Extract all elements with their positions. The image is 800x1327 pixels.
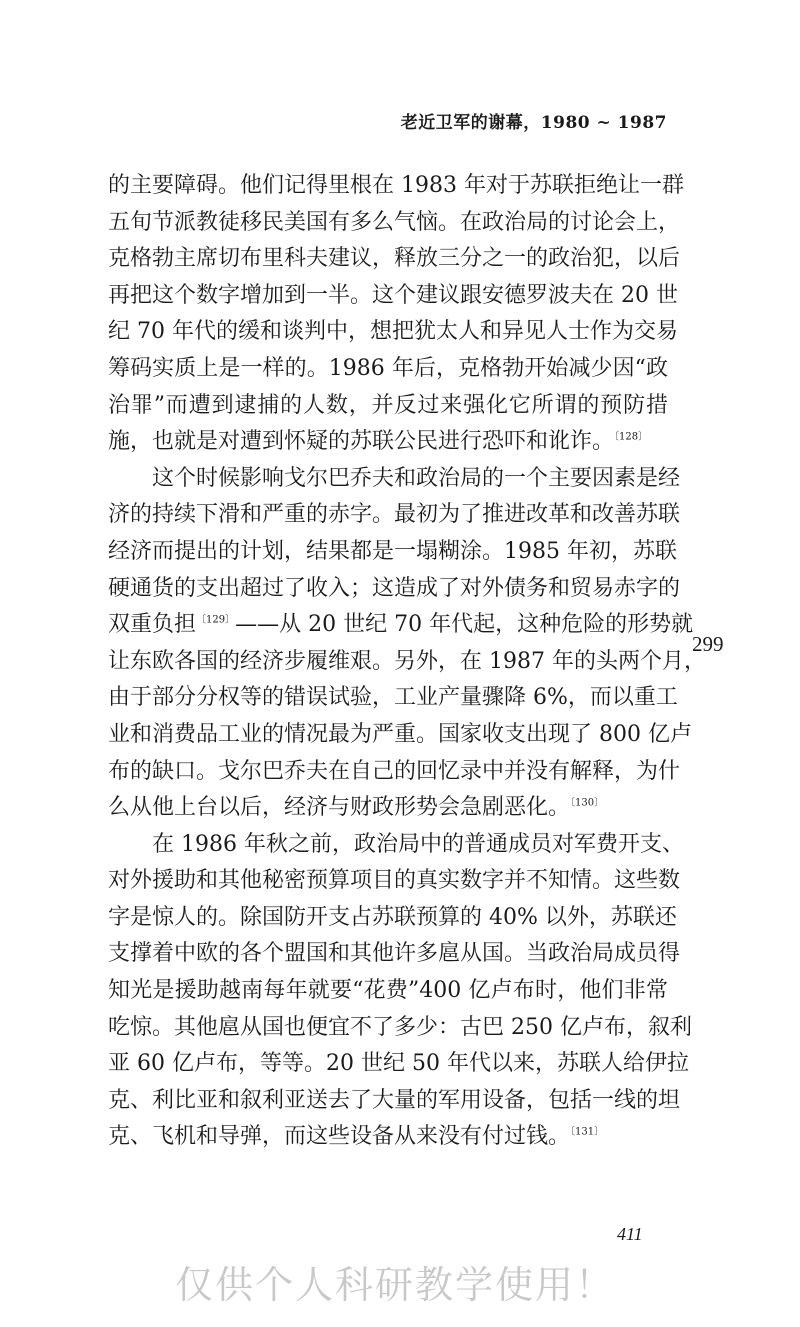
text-line: 经济而提出的计划，结果都是一塌糊涂。1985 年初，苏联 [108, 538, 677, 564]
main-text [108, 168, 706, 1156]
text-line: 在 1986 年秋之前，政治局中的普通成员对军费开支、 [152, 831, 684, 857]
footnote-ref: 〔129〕 [196, 614, 236, 626]
text-line [108, 607, 694, 644]
original-page-ref: 299 [692, 632, 724, 656]
text-line: 字是惊人的。除国防开支占苏联预算的 40% 以外，苏联还 [108, 904, 677, 930]
paragraph-2 [108, 461, 706, 827]
text-line: 知光是援助越南每年就要“花费”400 亿卢布时，他们非常 [108, 978, 668, 1004]
text-line [108, 424, 668, 461]
text-line: 让东欧各国的经济步履维艰。另外，在 1987 年的头两个月， [108, 648, 706, 674]
running-header: 老近卫军的谢幕，1980 ~ 1987 [400, 113, 667, 133]
text-line: 硬通货的支出超过了收入；这造成了对外债务和贸易赤字的 [108, 575, 681, 601]
paragraph-3 [108, 827, 692, 1156]
text-line: 的主要障碍。他们记得里根在 1983 年对于苏联拒绝让一群 [108, 173, 684, 198]
text-fragment: 双重负担 [108, 612, 197, 638]
text-line: 纪 70 年代的缓和谈判中，想把犹太人和异见人士作为交易 [108, 319, 678, 345]
text-line: 治罪”而遭到逮捕的人数，并反过来强化它所谓的预防措 [108, 392, 668, 418]
text-fragment: 么从他上台以后，经济与财政形势会急剧恶化。 [108, 795, 571, 821]
footnote-ref: 〔130〕 [570, 797, 605, 809]
text-line: 由于部分分权等的错误试验，工业产量骤降 6%，而以重工 [108, 685, 678, 711]
text-line: 业和消费品工业的情况最为严重。国家收支出现了 800 亿卢 [108, 721, 692, 747]
text-line: 支撑着中欧的各个盟国和其他许多扈从国。当政治局成员得 [108, 941, 681, 967]
text-line: 亚 60 亿卢布，等等。20 世纪 50 年代以来，苏联人给伊拉 [108, 1051, 689, 1077]
text-line: 这个时候影响戈尔巴乔夫和政治局的一个主要因素是经 [152, 465, 681, 491]
text-line: 五旬节派教徒移民美国有多么气恼。在政治局的讨论会上， [108, 209, 681, 235]
text-fragment: 施，也就是对遭到怀疑的苏联公民进行恐吓和讹诈。 [108, 429, 615, 455]
text-line: 布的缺口。戈尔巴乔夫在自己的回忆录中并没有解释，为什 [108, 758, 681, 784]
text-line: 筹码实质上是一样的。1986 年后，克格勃开始减少因“政 [108, 355, 668, 381]
text-line: 济的持续下滑和严重的赤字。最初为了推进改革和改善苏联 [108, 502, 681, 528]
text-line: 吃惊。其他扈从国也便宜不了多少：古巴 250 亿卢布，叙利 [108, 1014, 692, 1040]
text-fragment: ——从 20 世纪 70 年代起，这种危险的形势就 [235, 612, 694, 638]
text-line [108, 1119, 668, 1156]
text-line: 再把这个数字增加到一半。这个建议跟安德罗波夫在 20 世 [108, 282, 678, 308]
text-line: 克格勃主席切布里科夫建议，释放三分之一的政治犯，以后 [108, 246, 681, 272]
text-line [108, 790, 668, 827]
paragraph-1 [108, 168, 684, 461]
text-line: 克、利比亚和叙利亚送去了大量的军用设备，包括一线的坦 [108, 1087, 681, 1113]
page-number: 411 [617, 1224, 643, 1244]
footnote-ref: 〔131〕 [570, 1127, 605, 1139]
text-fragment: 克、飞机和导弹，而这些设备从来没有付过钱。 [108, 1124, 571, 1150]
text-line: 对外援助和其他秘密预算项目的真实数字并不知情。这些数 [108, 868, 681, 894]
footnote-ref: 〔128〕 [614, 431, 649, 443]
watermark: 仅供个人科研教学使用！ [175, 1263, 616, 1307]
